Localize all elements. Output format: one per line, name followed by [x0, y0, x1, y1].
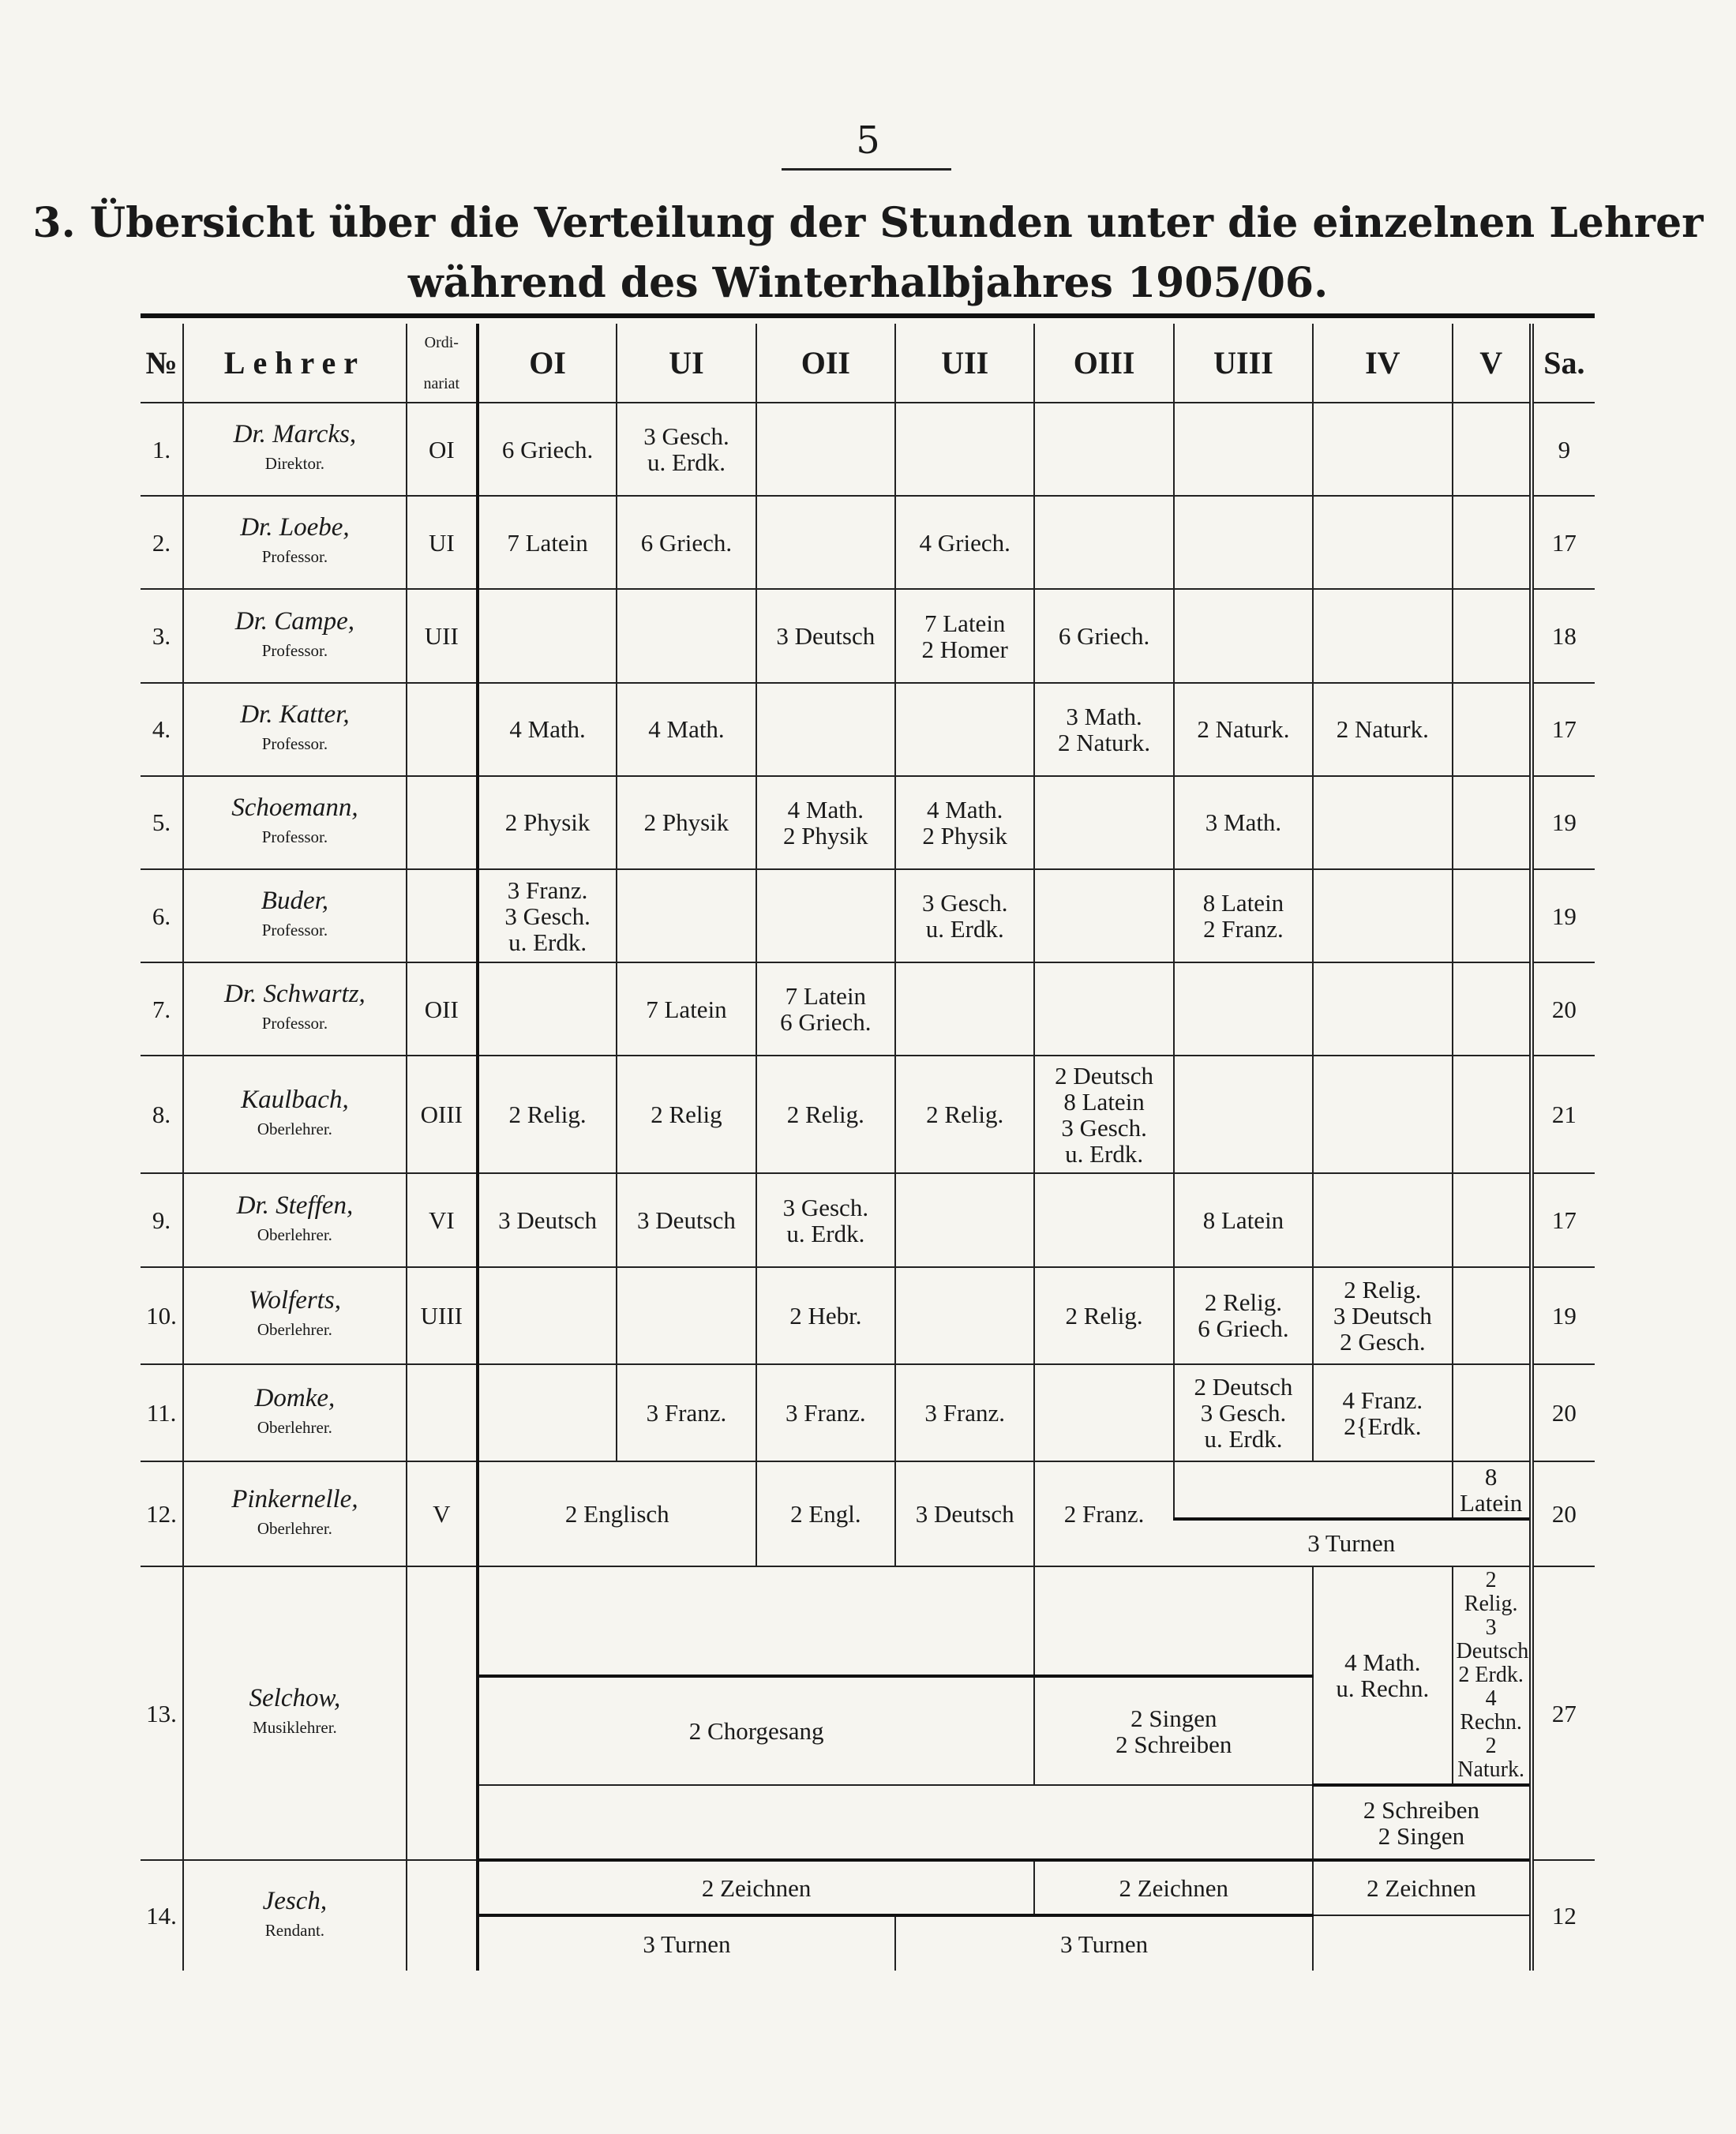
cell-empty [478, 1785, 1313, 1860]
header-nr: № [141, 324, 183, 403]
teacher-name: Dr. Marcks, [233, 420, 357, 449]
cell-iv [1313, 869, 1452, 962]
cell-iv [1313, 589, 1452, 682]
cell-oii: 3 Franz. [756, 1364, 895, 1461]
cell-oiii: 2 Franz. [1034, 1461, 1173, 1566]
teacher-rank: Oberlehrer. [257, 1225, 332, 1244]
ordinariat: UII [407, 589, 478, 682]
teacher-rank: Oberlehrer. [257, 1119, 332, 1138]
cell-turnen-2: 3 Turnen [895, 1915, 1313, 1971]
table-row [141, 496, 1595, 589]
cell-oiii [1034, 1173, 1173, 1266]
cell-oii [756, 869, 895, 962]
teacher-name: Pinkernelle, [231, 1484, 358, 1513]
ordinariat [407, 1364, 478, 1461]
cell-v [1453, 1364, 1532, 1461]
table-row [141, 683, 1595, 776]
cell-zeichnen-1: 2 Zeichnen [478, 1860, 1035, 1915]
header-ui: UI [617, 324, 756, 403]
teacher-name: Dr. Campe, [234, 606, 355, 636]
sum-cell: 17 [1532, 496, 1595, 589]
cell-empty [1313, 1915, 1532, 1971]
teacher-cell [183, 1056, 407, 1173]
cell-iv: 2 Relig. 3 Deutsch 2 Gesch. [1313, 1267, 1452, 1364]
table-row [141, 403, 1595, 496]
teacher-cell [183, 1173, 407, 1266]
cell-v [1453, 776, 1532, 869]
cell-iv [1313, 962, 1452, 1056]
cell-uiii [1174, 403, 1313, 496]
teacher-cell [183, 1461, 407, 1566]
cell-oiii: 3 Math. 2 Naturk. [1034, 683, 1173, 776]
teacher-rank: Professor. [261, 733, 328, 753]
cell-zeichnen-2: 2 Zeichnen [1034, 1860, 1313, 1915]
teacher-cell [183, 869, 407, 962]
row-nr: 11. [141, 1364, 183, 1461]
cell-oi [478, 1267, 617, 1364]
teacher-cell [183, 776, 407, 869]
cell-iv: 2 Naturk. [1313, 683, 1452, 776]
cell-oii: 4 Math. 2 Physik [756, 776, 895, 869]
table-row [141, 589, 1595, 682]
cell-v [1453, 962, 1532, 1056]
cell-oii [756, 403, 895, 496]
cell-ui: 3 Franz. [617, 1364, 756, 1461]
teacher-name: Schoemann, [231, 793, 358, 822]
ordinariat [407, 1860, 478, 1971]
sum-cell: 20 [1532, 1461, 1595, 1566]
cell-oiii [1034, 496, 1173, 589]
teacher-rank: Direktor. [264, 454, 325, 474]
teacher-name: Dr. Schwartz, [224, 980, 366, 1009]
cell-ui: 2 Physik [617, 776, 756, 869]
ordinariat: OIII [407, 1056, 478, 1173]
cell-bottom: 2 Schreiben 2 Singen [1313, 1785, 1532, 1860]
cell-ui [617, 869, 756, 962]
cell-v: 2 Relig. 3 Deutsch 2 Erdk. 4 Rechn. 2 Naturk. [1453, 1566, 1532, 1785]
header-row [141, 324, 1595, 403]
table-row [141, 1364, 1595, 1461]
header-oiii: OIII [1034, 324, 1173, 403]
teacher-name: Dr. Steffen, [236, 1191, 354, 1220]
row-nr: 12. [141, 1461, 183, 1566]
header-v: V [1453, 324, 1532, 403]
teacher-rank: Professor. [261, 1014, 328, 1033]
cell-oii [756, 683, 895, 776]
sum-cell: 9 [1532, 403, 1595, 496]
header-ordinariat: Ordi- nariat [407, 324, 478, 403]
teacher-name: Selchow, [249, 1684, 341, 1713]
header-lehrer: Lehrer [183, 324, 407, 403]
sum-cell: 21 [1532, 1056, 1595, 1173]
cell-oiii: 6 Griech. [1034, 589, 1173, 682]
cell-ui: 2 Relig [617, 1056, 756, 1173]
cell-oi [478, 589, 617, 682]
teacher-rank: Oberlehrer. [257, 1518, 332, 1538]
sum-cell: 17 [1532, 683, 1595, 776]
cell-turnen-1: 3 Turnen [478, 1915, 895, 1971]
teacher-name: Kaulbach, [241, 1085, 349, 1114]
teacher-name: Jesch, [262, 1886, 328, 1915]
cell-uii: 4 Griech. [895, 496, 1034, 589]
title-line-1: 3. Übersicht über die Verteilung der Stunden unter die einzelnen Lehrer [32, 199, 1704, 247]
cell-v [1453, 589, 1532, 682]
cell-uiii: 8 Latein [1174, 1173, 1313, 1266]
header-uii: UII [895, 324, 1034, 403]
cell-zeichnen-3: 2 Zeichnen [1313, 1860, 1532, 1915]
cell-v [1453, 1173, 1532, 1266]
sum-cell: 19 [1532, 776, 1595, 869]
cell-singen: 2 Singen 2 Schreiben [1034, 1676, 1313, 1786]
cell-iv [1313, 496, 1452, 589]
cell-iv [1313, 403, 1452, 496]
ordinariat [407, 683, 478, 776]
cell-ui: 7 Latein [617, 962, 756, 1056]
cell-uii [895, 403, 1034, 496]
ordinariat [407, 776, 478, 869]
cell-oiii [1034, 869, 1173, 962]
sum-cell: 19 [1532, 1267, 1595, 1364]
cell-oiii: 2 Relig. [1034, 1267, 1173, 1364]
teacher-cell [183, 1267, 407, 1364]
teacher-name: Wolferts, [248, 1286, 341, 1315]
cell-oi: 7 Latein [478, 496, 617, 589]
cell-oii [756, 496, 895, 589]
teacher-name: Dr. Loebe, [240, 513, 350, 542]
cell-oi: 4 Math. [478, 683, 617, 776]
cell-v [1453, 1056, 1532, 1173]
cell-ui: 6 Griech. [617, 496, 756, 589]
cell-oi: 6 Griech. [478, 403, 617, 496]
header-oii: OII [756, 324, 895, 403]
row-nr: 14. [146, 1902, 177, 1930]
cell-v [1453, 496, 1532, 589]
ordinariat [407, 869, 478, 962]
table-row [141, 869, 1595, 962]
cell-empty [478, 1566, 1035, 1676]
cell-uiii: 2 Relig. 6 Griech. [1174, 1267, 1313, 1364]
cell-uiii: 8 Latein 2 Franz. [1174, 869, 1313, 962]
cell-oiii [1034, 1364, 1173, 1461]
cell-uii: 3 Gesch. u. Erdk. [895, 869, 1034, 962]
teacher-cell [183, 1566, 407, 1860]
teacher-cell [183, 589, 407, 682]
teacher-name: Dr. Katter, [240, 699, 350, 729]
cell-uii [895, 1267, 1034, 1364]
row-nr: 2. [141, 496, 183, 589]
ordinariat: OII [407, 962, 478, 1056]
row-nr: 7. [141, 962, 183, 1056]
cell-uii: 4 Math. 2 Physik [895, 776, 1034, 869]
header-oi: OI [478, 324, 617, 403]
cell-iv: 4 Franz. 2{Erdk. [1313, 1364, 1452, 1461]
table-top-rule [141, 313, 1595, 318]
row-nr: 5. [141, 776, 183, 869]
row-nr: 6. [141, 869, 183, 962]
cell-v [1453, 403, 1532, 496]
table-row [141, 1860, 1595, 1915]
lesson-distribution-table [141, 324, 1595, 1971]
cell-uii: 3 Franz. [895, 1364, 1034, 1461]
sum-cell: 20 [1532, 1364, 1595, 1461]
teacher-rank: Professor. [261, 921, 328, 940]
cell-uiii [1174, 962, 1313, 1056]
row-nr: 1. [141, 403, 183, 496]
cell-oii: 3 Gesch. u. Erdk. [756, 1173, 895, 1266]
ordinariat: UI [407, 496, 478, 589]
sum-cell: 18 [1532, 589, 1595, 682]
row-nr: 13. [141, 1566, 183, 1860]
cell-uii: 7 Latein 2 Homer [895, 589, 1034, 682]
cell-uiii-v: 3 Turnen [1174, 1519, 1532, 1566]
cell-oi-ui: 2 Englisch [478, 1461, 756, 1566]
cell-uiii: 3 Math. [1174, 776, 1313, 869]
cell-oii: 2 Engl. [756, 1461, 895, 1566]
row-nr: 10. [141, 1267, 183, 1364]
cell-uiii [1174, 1056, 1313, 1173]
teacher-cell [183, 683, 407, 776]
table-row [141, 1173, 1595, 1266]
cell-oi [478, 962, 617, 1056]
row-nr: 8. [141, 1056, 183, 1173]
teacher-rank: Professor. [261, 640, 328, 660]
cell-v [1453, 869, 1532, 962]
ordinariat [407, 1566, 478, 1860]
ordinariat: OI [407, 403, 478, 496]
cell-empty [1174, 1461, 1453, 1519]
teacher-name: Buder, [261, 887, 329, 916]
table-row [141, 776, 1595, 869]
ordinariat: VI [407, 1173, 478, 1266]
title-line-2: während des Winterhalbjahres 1905/06. [407, 259, 1329, 307]
teacher-cell [183, 1364, 407, 1461]
teacher-cell [183, 1860, 407, 1971]
cell-uiii [1174, 496, 1313, 589]
cell-uiii: 2 Naturk. [1174, 683, 1313, 776]
cell-uii: 2 Relig. [895, 1056, 1034, 1173]
table-row [141, 1056, 1595, 1173]
cell-uiii: 2 Deutsch 3 Gesch. u. Erdk. [1174, 1364, 1313, 1461]
teacher-name: Domke, [254, 1383, 336, 1412]
cell-oiii [1034, 403, 1173, 496]
teacher-cell [183, 962, 407, 1056]
header-iv: IV [1313, 324, 1452, 403]
row-nr: 9. [141, 1173, 183, 1266]
teacher-rank: Rendant. [264, 1920, 325, 1940]
table-row [141, 1566, 1595, 1676]
cell-oiii [1034, 776, 1173, 869]
cell-ui [617, 1267, 756, 1364]
teacher-rank: Oberlehrer. [257, 1320, 332, 1340]
cell-oii: 3 Deutsch [756, 589, 895, 682]
sum-cell: 27 [1532, 1566, 1595, 1860]
cell-ui [617, 589, 756, 682]
cell-uii [895, 962, 1034, 1056]
cell-iv: 4 Math. u. Rechn. [1313, 1566, 1452, 1785]
teacher-rank: Professor. [261, 827, 328, 846]
teacher-cell [183, 403, 407, 496]
page-number: 5 [856, 118, 880, 163]
ordinariat: V [407, 1461, 478, 1566]
teacher-rank: Professor. [261, 547, 328, 567]
sum-cell: 20 [1532, 962, 1595, 1056]
cell-uii: 3 Deutsch [895, 1461, 1034, 1566]
cell-iv [1313, 1056, 1452, 1173]
header-uiii: UIII [1174, 324, 1313, 403]
row-nr: 4. [141, 683, 183, 776]
table-row [141, 962, 1595, 1056]
sum-cell: 17 [1532, 1173, 1595, 1266]
cell-oii: 2 Hebr. [756, 1267, 895, 1364]
teacher-rank: Oberlehrer. [257, 1417, 332, 1437]
table-row [141, 1461, 1595, 1519]
sum-cell: 19 [1532, 869, 1595, 962]
cell-iv [1313, 776, 1452, 869]
sum-cell: 12 [1532, 1860, 1595, 1971]
cell-v-top: 8 Latein [1453, 1461, 1532, 1519]
cell-iv [1313, 1173, 1452, 1266]
cell-oi: 2 Physik [478, 776, 617, 869]
table-row [141, 1267, 1595, 1364]
cell-oi: 2 Relig. [478, 1056, 617, 1173]
cell-oi: 3 Franz. 3 Gesch. u. Erdk. [478, 869, 617, 962]
cell-oiii: 2 Deutsch 8 Latein 3 Gesch. u. Erdk. [1034, 1056, 1173, 1173]
cell-oii: 7 Latein 6 Griech. [756, 962, 895, 1056]
cell-uii [895, 683, 1034, 776]
cell-chorgesang: 2 Chorgesang [478, 1676, 1035, 1786]
ordinariat: UIII [407, 1267, 478, 1364]
header-sa: Sa. [1532, 324, 1595, 403]
cell-v [1453, 1267, 1532, 1364]
teacher-rank: Musiklehrer. [253, 1718, 337, 1738]
cell-oiii [1034, 962, 1173, 1056]
row-nr: 3. [141, 589, 183, 682]
cell-oi [478, 1364, 617, 1461]
page-number-rule [782, 168, 951, 171]
cell-ui: 4 Math. [617, 683, 756, 776]
cell-v [1453, 683, 1532, 776]
cell-ui: 3 Gesch. u. Erdk. [617, 403, 756, 496]
cell-oi: 3 Deutsch [478, 1173, 617, 1266]
cell-oii: 2 Relig. [756, 1056, 895, 1173]
cell-ui: 3 Deutsch [617, 1173, 756, 1266]
teacher-cell [183, 496, 407, 589]
cell-empty [1034, 1566, 1313, 1676]
cell-uiii [1174, 589, 1313, 682]
cell-uii [895, 1173, 1034, 1266]
